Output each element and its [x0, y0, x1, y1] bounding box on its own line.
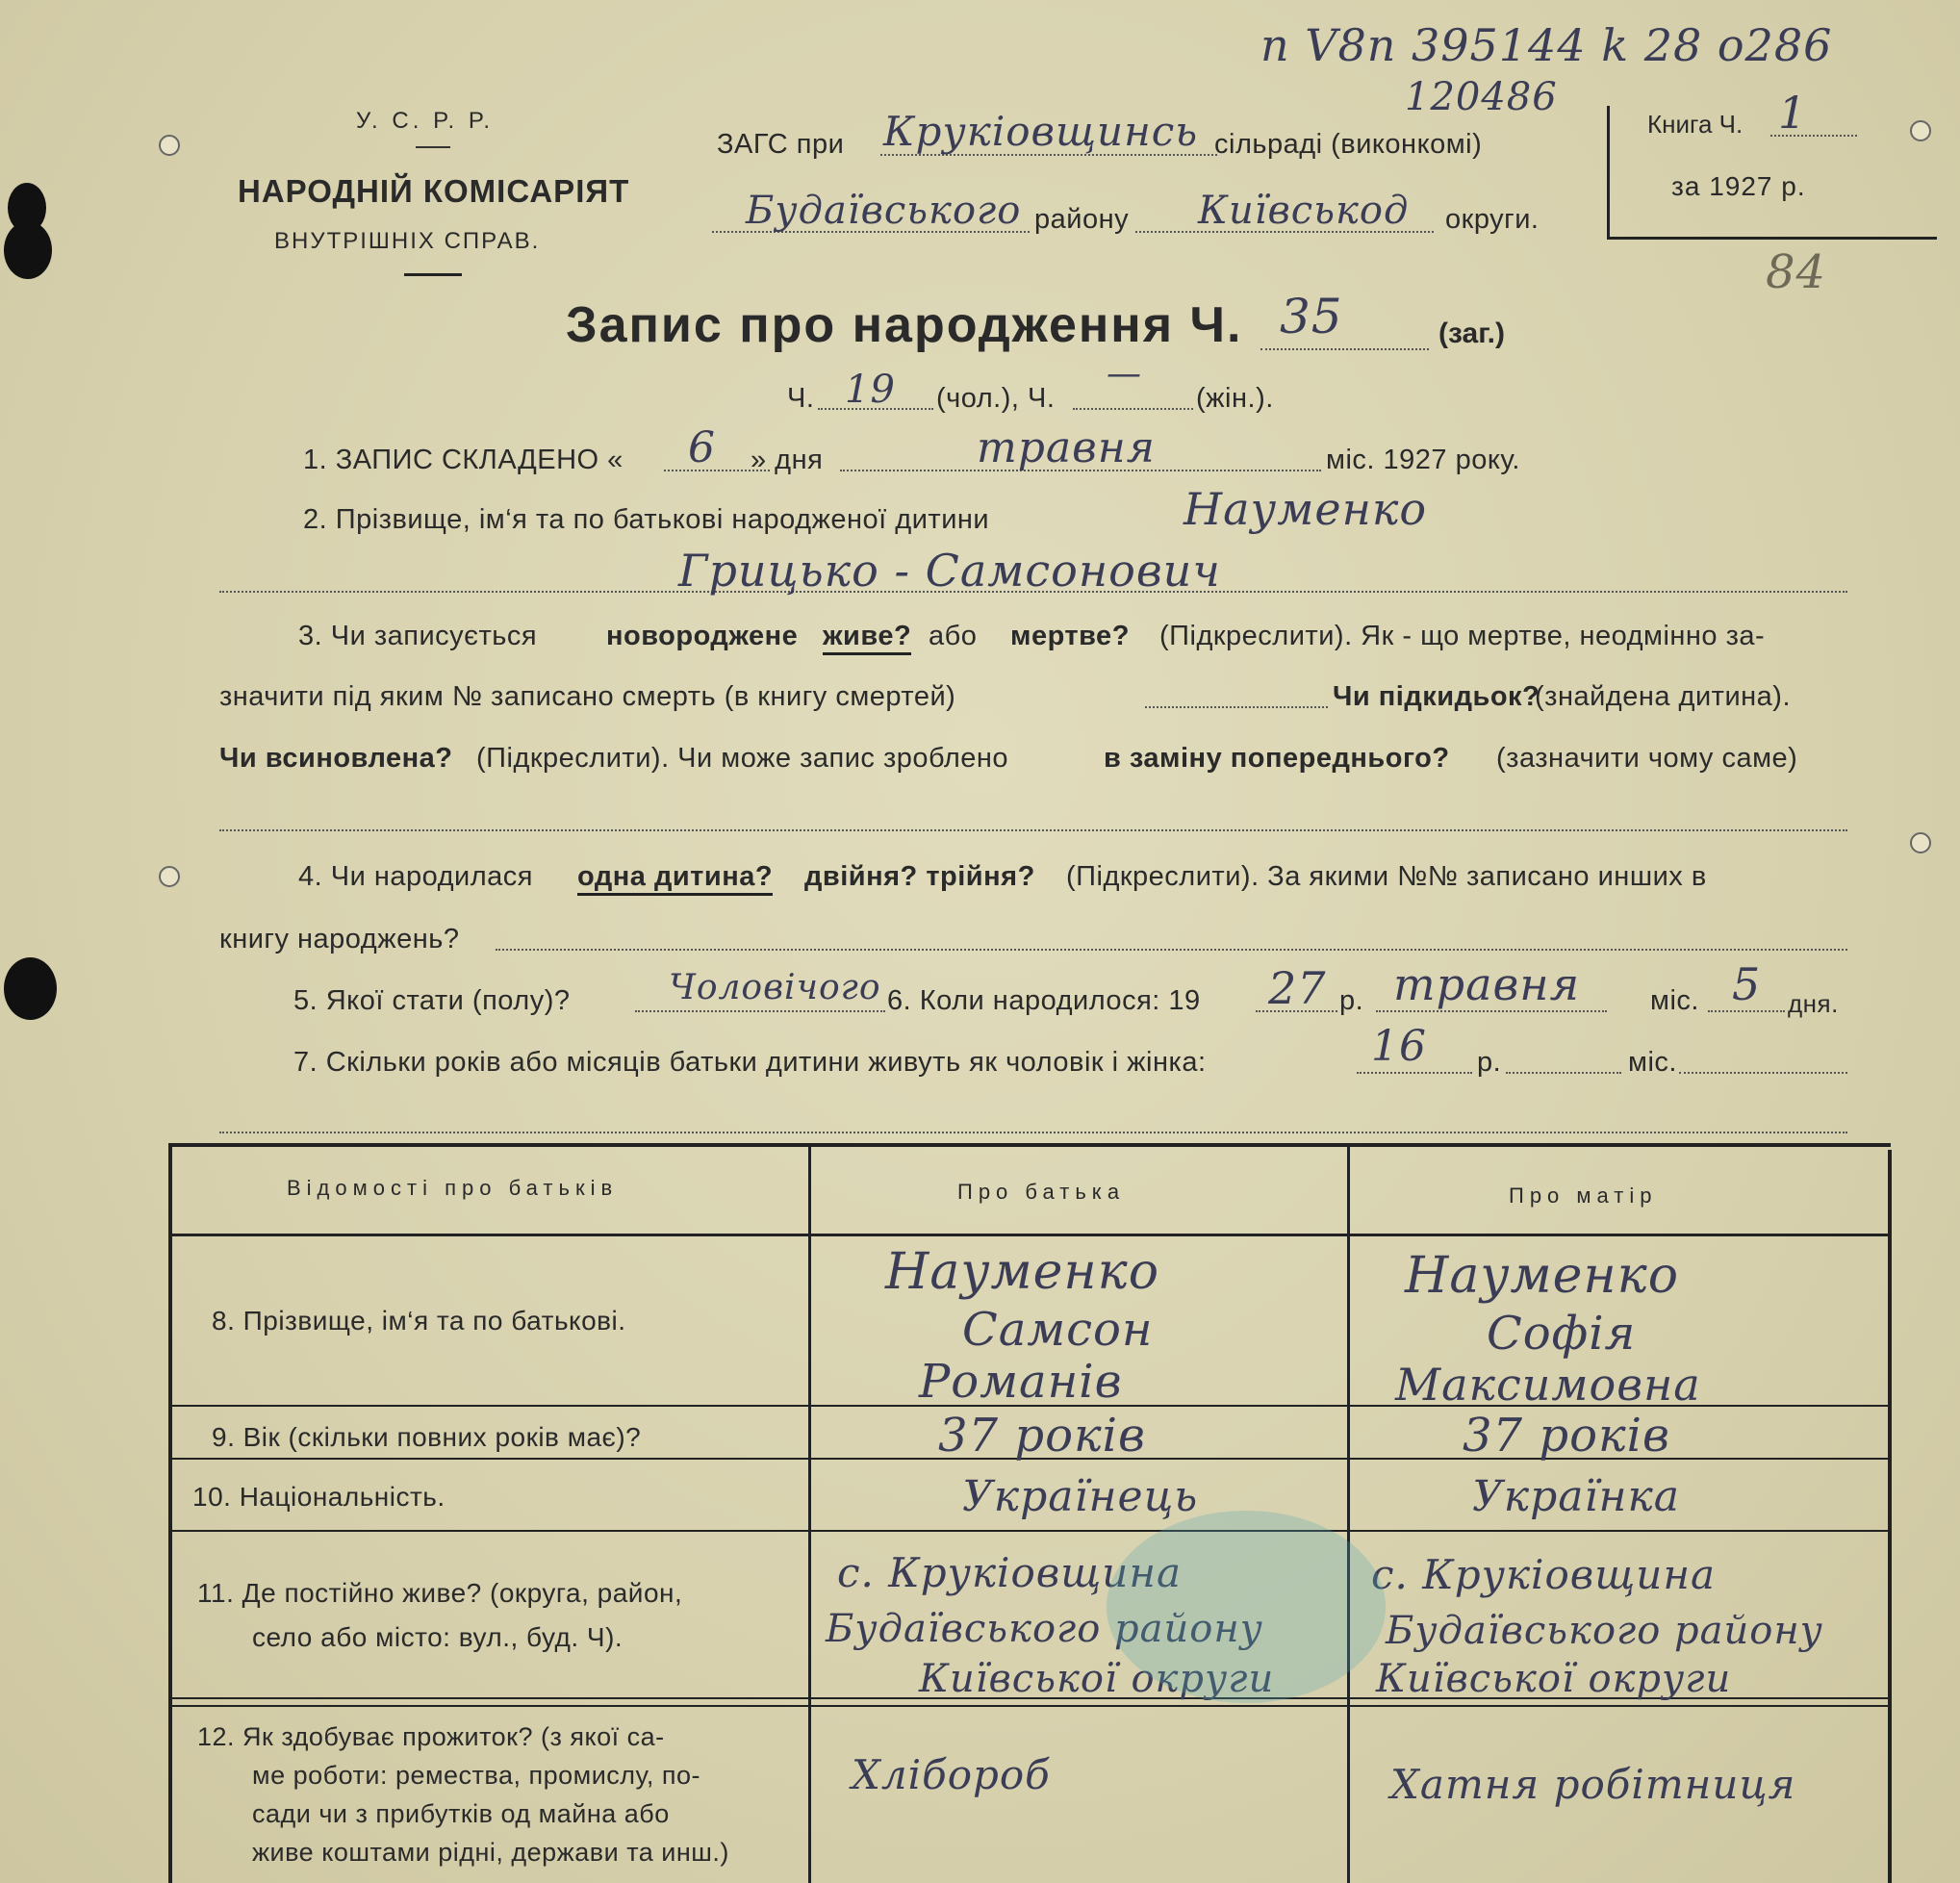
item3-dead: мертве?: [1010, 621, 1130, 651]
item7-label: 7. Скільки років або місяців батьки дитини живуть як чоловік і жінка:: [293, 1047, 1207, 1078]
district-handwritten: Будаївського: [746, 189, 1022, 233]
item3-line2a: значити під яким № записано смерть (в книгу смертей): [219, 681, 956, 712]
title-dotted-line: [1260, 348, 1429, 350]
item3-line3d: (зазначити чому саме): [1496, 743, 1798, 774]
item3-a: 3. Чи записується: [298, 621, 538, 651]
mother-residence-village: с. Крукіовщина: [1371, 1551, 1717, 1598]
item1-day: 6: [688, 423, 716, 472]
item6-dnia: дня.: [1788, 989, 1839, 1018]
archive-reference: n V8n 395144 k 28 o286: [1260, 19, 1833, 71]
mother-occupation: Хатня робітниця: [1390, 1761, 1796, 1808]
item2-label: 2. Прізвище, ім‘я та по батькові народженої дитини: [303, 504, 990, 535]
item6-mis: міс.: [1650, 985, 1699, 1016]
row12-label-line3: сади чи з прибутків од майна або: [252, 1799, 670, 1828]
item4-line2: книгу народжень?: [219, 924, 460, 954]
male-count-label: (чол.), Ч.: [936, 383, 1056, 414]
item7-tail-line: [1679, 1072, 1847, 1074]
page-number: 84: [1766, 245, 1827, 299]
father-occupation: Хлібороб: [852, 1751, 1051, 1798]
item1-mid: » дня: [751, 445, 824, 475]
item7-extra-line: [219, 1132, 1847, 1133]
mother-name: Софія: [1487, 1307, 1637, 1361]
row11-label-line2: село або місто: вул., буд. Ч).: [252, 1622, 624, 1652]
okrug-handwritten: Київськод: [1198, 189, 1410, 233]
male-count: 19: [845, 368, 896, 412]
item6-label: 6. Коли народилося: 19: [887, 985, 1201, 1016]
zags-prefix: ЗАГС при: [717, 129, 845, 160]
small-punch-hole: [159, 866, 180, 887]
internal-affairs-label: ВНУТРІШНІХ СПРАВ.: [274, 228, 541, 254]
record-title: Запис про народження Ч.: [566, 297, 1243, 353]
father-age: 37 років: [938, 1409, 1146, 1463]
item4-a: 4. Чи народилася: [298, 861, 533, 892]
table-header-info: Відомості про батьків: [287, 1176, 619, 1200]
item5-label: 5. Якої стати (полу)?: [293, 985, 571, 1016]
child-surname: Науменко: [1184, 483, 1428, 535]
item4-numbers-line: [496, 949, 1847, 951]
table-header-father: Про батька: [957, 1180, 1126, 1204]
punch-hole: [4, 221, 52, 279]
item6-r: р.: [1339, 985, 1364, 1016]
sex-value: Чоловічого: [669, 968, 881, 1007]
item3-or: або: [929, 621, 978, 651]
father-name: Самсон: [962, 1303, 1154, 1357]
child-name: Грицько - Самсонович: [678, 545, 1221, 597]
item3-line3b: (Підкреслити). Чи може запис зроблено: [476, 743, 1009, 774]
item6-month-line: [1376, 1010, 1607, 1012]
item7-r: р.: [1477, 1047, 1502, 1078]
small-punch-hole: [1910, 832, 1931, 853]
father-surname: Науменко: [885, 1243, 1160, 1301]
book-label: Книга Ч.: [1647, 110, 1744, 139]
item3-f: (Підкреслити). Як - що мертве, неодмінно за-: [1159, 621, 1766, 651]
item3-death-line: [1145, 706, 1328, 708]
item6-day-line: [1708, 1010, 1785, 1012]
ussr-label: У. С. Р. Р.: [356, 108, 495, 134]
item7-mis: міс.: [1628, 1047, 1677, 1078]
marriage-years: 16: [1371, 1022, 1427, 1071]
row8-label: 8. Прізвище, ім‘я та по батькові.: [212, 1306, 626, 1336]
commissariat-title: НАРОДНІЙ КОМІСАРІЯТ: [238, 173, 630, 209]
male-count-prefix: Ч.: [787, 383, 815, 414]
record-number: 35: [1280, 289, 1343, 344]
item7-months-line: [1506, 1072, 1621, 1074]
row10-label: 10. Національність.: [192, 1482, 445, 1512]
father-residence-okrug: Київської округи: [919, 1657, 1275, 1701]
female-count-label: (жін.).: [1196, 383, 1274, 414]
row12-label-line2: ме роботи: ремества, промислу, по-: [252, 1761, 700, 1790]
father-nationality: Українець: [962, 1472, 1199, 1521]
divider: [404, 273, 462, 276]
table-header-mother: Про матір: [1509, 1183, 1658, 1208]
district-label: району: [1034, 204, 1130, 235]
book-year: за 1927 р.: [1671, 171, 1806, 201]
mother-surname: Науменко: [1405, 1247, 1680, 1305]
archive-reference-number: 120486: [1405, 75, 1558, 119]
item4-single: одна дитина?: [577, 861, 773, 896]
punch-hole: [4, 957, 57, 1020]
council-suffix: сільраді (виконкомі): [1214, 129, 1483, 160]
birth-year: 27: [1268, 962, 1327, 1014]
item3-alive: живе?: [823, 621, 911, 655]
village-handwritten: Крукіовщинсь: [883, 108, 1199, 155]
mother-residence-okrug: Київської округи: [1376, 1657, 1732, 1701]
father-residence-district: Будаївського району: [826, 1607, 1263, 1651]
birth-month: травня: [1393, 958, 1581, 1010]
book-number: 1: [1778, 87, 1808, 139]
item7-years-line: [1357, 1072, 1472, 1074]
row9-label: 9. Вік (скільки повних років має)?: [212, 1422, 642, 1452]
item1-prefix: 1. ЗАПИС СКЛАДЕНО «: [303, 445, 624, 475]
item3-adopted: Чи всиновлена?: [219, 743, 453, 774]
mother-residence-district: Будаївського району: [1386, 1609, 1823, 1653]
father-residence-village: с. Крукіовщина: [837, 1549, 1183, 1596]
mother-nationality: Українка: [1472, 1472, 1681, 1521]
father-patronymic: Романів: [919, 1355, 1123, 1409]
item4-d: (Підкреслити). За якими №№ записано инших в: [1066, 861, 1707, 892]
row12-label-line1: 12. Як здобуває прожиток? (з якої са-: [197, 1722, 665, 1751]
divider: [416, 146, 450, 148]
item3-newborn: новороджене: [606, 621, 799, 651]
female-count: —: [1107, 354, 1142, 394]
small-punch-hole: [159, 135, 180, 156]
birth-day: 5: [1732, 958, 1762, 1010]
item1-month: травня: [977, 423, 1156, 472]
ink-stain: [1107, 1511, 1386, 1703]
mother-age: 37 років: [1463, 1409, 1670, 1463]
female-dotted-line: [1073, 408, 1193, 410]
item3-line2c: (знайдена дитина).: [1535, 681, 1792, 712]
item3-replacement: в заміну попереднього?: [1104, 743, 1450, 774]
item4-twins-triplets: двійня? трійня?: [804, 861, 1035, 892]
item5-line: [635, 1010, 885, 1012]
mother-patronymic: Максимовна: [1395, 1359, 1701, 1411]
okrug-label: округи.: [1445, 204, 1540, 235]
item1-suffix: міс. 1927 року.: [1326, 445, 1520, 475]
row11-label-line1: 11. Де постійно живе? (округа, район,: [197, 1578, 683, 1608]
item3-foundling: Чи підкидьок?: [1333, 681, 1540, 712]
record-title-suffix: (заг.): [1438, 318, 1506, 349]
row12-label-line4: живе коштами рідні, держави та инш.): [252, 1838, 729, 1867]
item3-reason-line: [219, 829, 1847, 831]
